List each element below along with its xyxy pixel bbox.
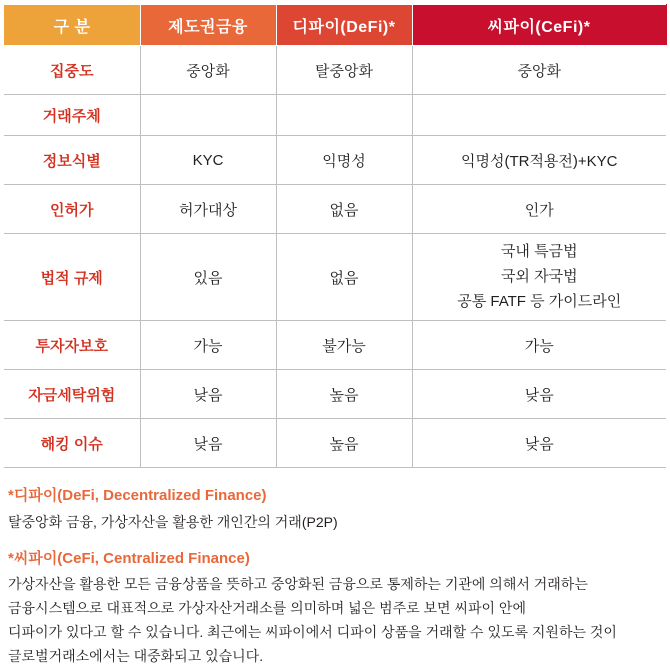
cell-defi: 없음	[276, 234, 412, 321]
table-row	[4, 321, 666, 370]
table-row	[4, 46, 666, 95]
table-row	[4, 95, 666, 136]
cell-traditional	[140, 95, 276, 136]
cell-defi: 높음	[276, 419, 412, 468]
cell-cefi	[412, 95, 666, 136]
footnote-cefi-body	[8, 574, 662, 667]
footnote-cefi	[8, 547, 662, 667]
cell-traditional: 허가대상	[140, 185, 276, 234]
table-row	[4, 234, 666, 321]
row-label: 해킹 이슈	[4, 419, 140, 468]
cell-traditional: 중앙화	[140, 46, 276, 95]
footnote-line: 탈중앙화 금융, 가상자산을 활용한 개인간의 거래(P2P)	[8, 512, 662, 534]
cell-defi: 없음	[276, 185, 412, 234]
row-label: 인허가	[4, 185, 140, 234]
cell-cefi: 인가	[412, 185, 666, 234]
row-label: 법적 규제	[4, 234, 140, 321]
cell-cefi: 낮음	[412, 370, 666, 419]
row-label: 자금세탁위험	[4, 370, 140, 419]
cell-cefi: 국내 특금법 국외 자국법 공통 FATF 등 가이드라인	[412, 234, 666, 321]
cell-defi: 불가능	[276, 321, 412, 370]
cell-traditional: 가능	[140, 321, 276, 370]
footnote-line: 디파이가 있다고 할 수 있습니다. 최근에는 씨파이에서 디파이 상품을 거래할 수 있도록 지원하는 것이	[8, 622, 662, 644]
table-row	[4, 419, 666, 468]
comparison-table	[4, 4, 667, 468]
column-header-traditional-finance: 제도권금융	[140, 5, 276, 46]
cell-defi: 높음	[276, 370, 412, 419]
footnote-defi-title: *디파이(DeFi, Decentralized Finance)	[8, 484, 662, 507]
cell-traditional: KYC	[140, 136, 276, 185]
table-row	[4, 136, 666, 185]
row-label: 정보식별	[4, 136, 140, 185]
row-label: 집중도	[4, 46, 140, 95]
column-header-defi: 디파이(DeFi)*	[276, 5, 412, 46]
table-body	[4, 46, 666, 468]
table-header	[4, 5, 666, 46]
footnote-line: 금융시스템으로 대표적으로 가상자산거래소를 의미하며 넓은 범주로 보면 씨파이 안에	[8, 598, 662, 620]
column-header-category: 구 분	[4, 5, 140, 46]
footnotes	[8, 484, 662, 667]
cell-defi	[276, 95, 412, 136]
row-label: 거래주체	[4, 95, 140, 136]
cell-traditional: 낮음	[140, 370, 276, 419]
cell-cefi: 가능	[412, 321, 666, 370]
footnote-defi-body	[8, 512, 662, 534]
table-header-row	[4, 5, 666, 46]
row-label: 투자자보호	[4, 321, 140, 370]
cell-cefi: 중앙화	[412, 46, 666, 95]
table-row	[4, 370, 666, 419]
column-header-cefi: 씨파이(CeFi)*	[412, 5, 666, 46]
cell-defi: 탈중앙화	[276, 46, 412, 95]
footnote-line: 가상자산을 활용한 모든 금융상품을 뜻하고 중앙화된 금융으로 통제하는 기관에 의해서 거래하는	[8, 574, 662, 596]
table-row	[4, 185, 666, 234]
footnote-line: 글로벌거래소에서는 대중화되고 있습니다.	[8, 646, 662, 667]
footnote-cefi-title: *씨파이(CeFi, Centralized Finance)	[8, 547, 662, 570]
cell-cefi: 익명성(TR적용전)+KYC	[412, 136, 666, 185]
cell-cefi: 낮음	[412, 419, 666, 468]
cell-defi: 익명성	[276, 136, 412, 185]
footnote-defi	[8, 484, 662, 533]
cell-traditional: 있음	[140, 234, 276, 321]
cell-traditional: 낮음	[140, 419, 276, 468]
comparison-page	[0, 4, 670, 649]
